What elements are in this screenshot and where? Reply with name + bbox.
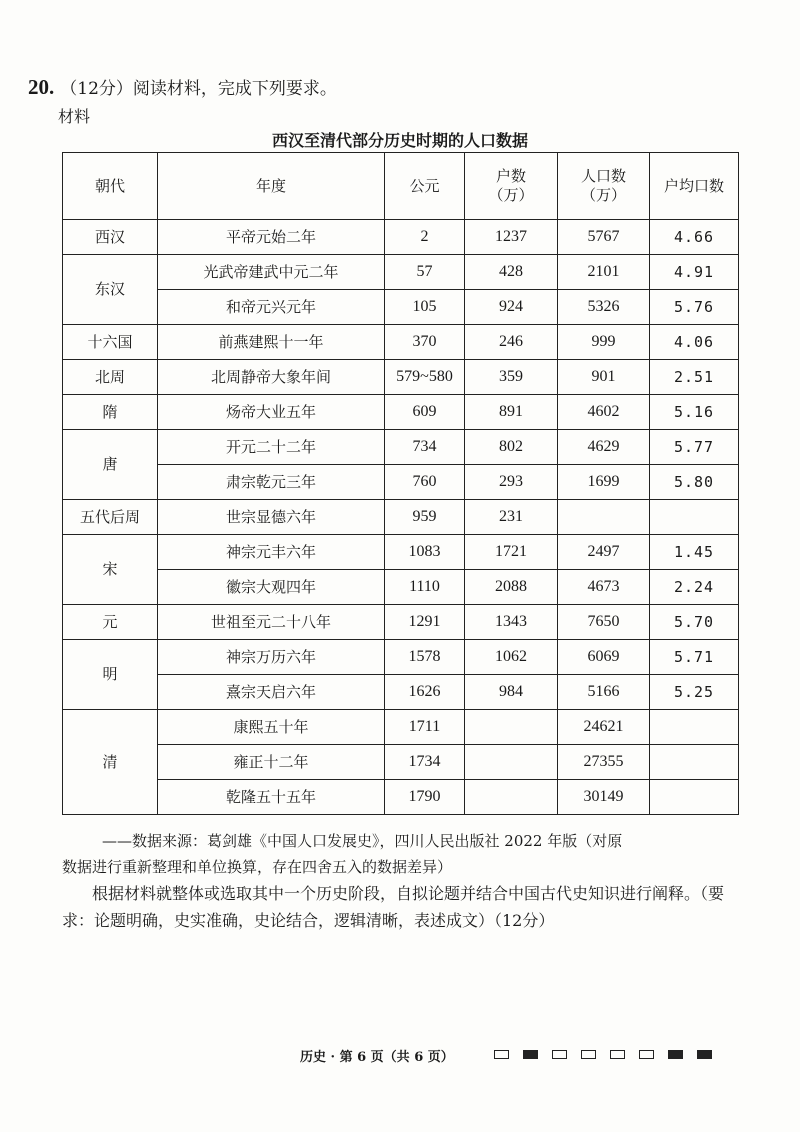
data-source xyxy=(62,828,742,880)
cell-population: 4602 xyxy=(558,395,650,430)
cell-year: 1790 xyxy=(385,780,465,815)
table-row xyxy=(63,430,739,465)
cell-year: 579~580 xyxy=(385,360,465,395)
cell-reign: 前燕建熙十一年 xyxy=(158,325,385,360)
table-row xyxy=(63,745,739,780)
question-header xyxy=(28,74,337,100)
cell-households: 1237 xyxy=(465,220,558,255)
cell-year: 609 xyxy=(385,395,465,430)
header-year: 公元 xyxy=(385,153,465,220)
cell-dynasty: 十六国 xyxy=(63,325,158,360)
cell-year: 2 xyxy=(385,220,465,255)
cell-reign: 平帝元始二年 xyxy=(158,220,385,255)
cell-per-household: 4.66 xyxy=(650,220,739,255)
header-population-line2: （万） xyxy=(580,186,626,204)
cell-year: 1291 xyxy=(385,605,465,640)
cell-households xyxy=(465,780,558,815)
cell-dynasty: 东汉 xyxy=(63,255,158,325)
header-households-line2: （万） xyxy=(488,186,534,204)
table-title: 西汉至清代部分历史时期的人口数据 xyxy=(271,131,528,150)
cell-households: 293 xyxy=(465,465,558,500)
source-line-1: ——数据来源：葛剑雄《中国人口发展史》，四川人民出版社 2022 年版（对原 xyxy=(102,832,623,850)
cell-per-household: 5.76 xyxy=(650,290,739,325)
cell-population: 5326 xyxy=(558,290,650,325)
cell-per-household: 2.24 xyxy=(650,570,739,605)
registration-marks xyxy=(494,1050,712,1059)
cell-per-household: 1.45 xyxy=(650,535,739,570)
cell-reign: 康熙五十年 xyxy=(158,710,385,745)
cell-population: 27355 xyxy=(558,745,650,780)
hollow-square-mark xyxy=(610,1050,625,1059)
cell-per-household: 5.25 xyxy=(650,675,739,710)
hollow-square-mark xyxy=(581,1050,596,1059)
cell-reign: 徽宗大观四年 xyxy=(158,570,385,605)
cell-households: 2088 xyxy=(465,570,558,605)
table-row xyxy=(63,220,739,255)
header-population-line1: 人口数 xyxy=(580,167,626,186)
cell-per-household: 5.77 xyxy=(650,430,739,465)
header-households xyxy=(465,153,558,220)
cell-reign: 神宗万历六年 xyxy=(158,640,385,675)
cell-population: 4629 xyxy=(558,430,650,465)
question-prompt: 根据材料就整体或选取其中一个历史阶段，自拟论题并结合中国古代史知识进行阐释。（要求：论题明确，史实准确，史论结合，逻辑清晰，表述成文）（12分） xyxy=(62,884,725,930)
cell-population: 2101 xyxy=(558,255,650,290)
cell-dynasty: 明 xyxy=(63,640,158,710)
cell-year: 1626 xyxy=(385,675,465,710)
cell-population: 999 xyxy=(558,325,650,360)
cell-dynasty: 西汉 xyxy=(63,220,158,255)
cell-year: 760 xyxy=(385,465,465,500)
cell-reign: 光武帝建武中元二年 xyxy=(158,255,385,290)
cell-households xyxy=(465,710,558,745)
table-row xyxy=(63,465,739,500)
cell-dynasty: 唐 xyxy=(63,430,158,500)
cell-reign: 世宗显德六年 xyxy=(158,500,385,535)
cell-per-household xyxy=(650,710,739,745)
cell-households: 891 xyxy=(465,395,558,430)
cell-population: 5767 xyxy=(558,220,650,255)
question-intro: （12分）阅读材料，完成下列要求。 xyxy=(60,79,337,99)
source-line-2: 数据进行重新整理和单位换算，存在四舍五入的数据差异） xyxy=(62,858,453,876)
cell-population: 7650 xyxy=(558,605,650,640)
table-row xyxy=(63,605,739,640)
cell-dynasty: 北周 xyxy=(63,360,158,395)
cell-reign: 开元二十二年 xyxy=(158,430,385,465)
cell-year: 1734 xyxy=(385,745,465,780)
table-row xyxy=(63,290,739,325)
cell-reign: 世祖至元二十八年 xyxy=(158,605,385,640)
cell-year: 1578 xyxy=(385,640,465,675)
cell-reign: 雍正十二年 xyxy=(158,745,385,780)
cell-households: 1062 xyxy=(465,640,558,675)
cell-per-household: 5.16 xyxy=(650,395,739,430)
table-row xyxy=(63,535,739,570)
header-per-household: 户均口数 xyxy=(650,153,739,220)
cell-population xyxy=(558,500,650,535)
cell-population: 6069 xyxy=(558,640,650,675)
cell-year: 1711 xyxy=(385,710,465,745)
cell-dynasty: 宋 xyxy=(63,535,158,605)
table-row xyxy=(63,570,739,605)
question-number: 20. xyxy=(28,75,55,99)
table-row xyxy=(63,675,739,710)
cell-population: 901 xyxy=(558,360,650,395)
cell-reign: 和帝元兴元年 xyxy=(158,290,385,325)
cell-households: 984 xyxy=(465,675,558,710)
table-row xyxy=(63,780,739,815)
header-households-line1: 户数 xyxy=(495,167,526,186)
cell-dynasty: 元 xyxy=(63,605,158,640)
cell-reign: 北周静帝大象年间 xyxy=(158,360,385,395)
cell-households: 231 xyxy=(465,500,558,535)
cell-dynasty: 五代后周 xyxy=(63,500,158,535)
cell-households: 246 xyxy=(465,325,558,360)
cell-year: 734 xyxy=(385,430,465,465)
cell-households: 1343 xyxy=(465,605,558,640)
cell-households: 1721 xyxy=(465,535,558,570)
cell-dynasty: 清 xyxy=(63,710,158,815)
header-dynasty: 朝代 xyxy=(63,153,158,220)
page-footer: 历史 · 第 6 页（共 6 页） xyxy=(300,1050,454,1065)
cell-reign: 熹宗天启六年 xyxy=(158,675,385,710)
cell-population: 2497 xyxy=(558,535,650,570)
filled-square-mark xyxy=(523,1050,538,1059)
filled-square-mark xyxy=(668,1050,683,1059)
cell-population: 24621 xyxy=(558,710,650,745)
cell-year: 57 xyxy=(385,255,465,290)
cell-population: 1699 xyxy=(558,465,650,500)
cell-per-household: 5.71 xyxy=(650,640,739,675)
table-row xyxy=(63,710,739,745)
cell-population: 4673 xyxy=(558,570,650,605)
table-row xyxy=(63,500,739,535)
table-row xyxy=(63,395,739,430)
cell-households: 924 xyxy=(465,290,558,325)
cell-households: 428 xyxy=(465,255,558,290)
cell-per-household xyxy=(650,500,739,535)
cell-population: 30149 xyxy=(558,780,650,815)
cell-reign: 神宗元丰六年 xyxy=(158,535,385,570)
material-label: 材料 xyxy=(58,107,91,126)
hollow-square-mark xyxy=(494,1050,509,1059)
cell-households: 802 xyxy=(465,430,558,465)
cell-per-household: 5.80 xyxy=(650,465,739,500)
cell-per-household xyxy=(650,780,739,815)
cell-reign: 肃宗乾元三年 xyxy=(158,465,385,500)
cell-households: 359 xyxy=(465,360,558,395)
table-row xyxy=(63,255,739,290)
cell-per-household: 4.91 xyxy=(650,255,739,290)
cell-per-household: 2.51 xyxy=(650,360,739,395)
table-row xyxy=(63,360,739,395)
cell-year: 370 xyxy=(385,325,465,360)
header-population xyxy=(558,153,650,220)
cell-households xyxy=(465,745,558,780)
cell-year: 1110 xyxy=(385,570,465,605)
population-table xyxy=(62,152,739,815)
cell-year: 105 xyxy=(385,290,465,325)
hollow-square-mark xyxy=(639,1050,654,1059)
cell-reign: 乾隆五十五年 xyxy=(158,780,385,815)
cell-dynasty: 隋 xyxy=(63,395,158,430)
table-row xyxy=(63,640,739,675)
table-body xyxy=(63,220,739,815)
cell-per-household: 4.06 xyxy=(650,325,739,360)
table-row xyxy=(63,325,739,360)
header-reign: 年度 xyxy=(158,153,385,220)
hollow-square-mark xyxy=(552,1050,567,1059)
cell-per-household xyxy=(650,745,739,780)
cell-year: 1083 xyxy=(385,535,465,570)
cell-reign: 炀帝大业五年 xyxy=(158,395,385,430)
filled-square-mark xyxy=(697,1050,712,1059)
table-header-row xyxy=(63,153,739,220)
cell-year: 959 xyxy=(385,500,465,535)
cell-population: 5166 xyxy=(558,675,650,710)
cell-per-household: 5.70 xyxy=(650,605,739,640)
